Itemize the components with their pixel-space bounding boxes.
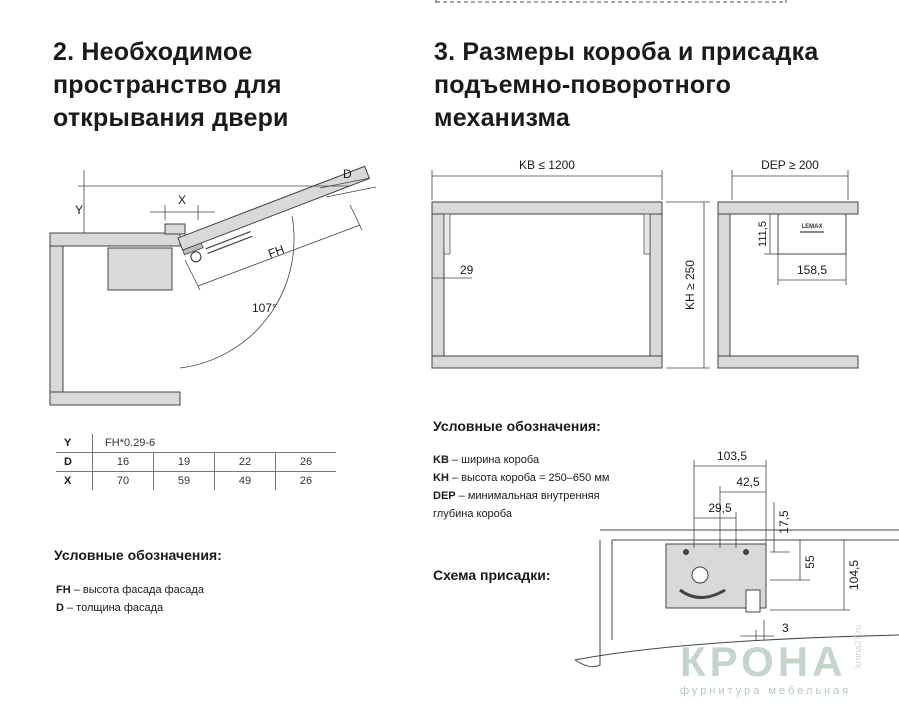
top-dashed-frame [0, 0, 899, 10]
drilling-title: Схема присадки: [433, 567, 551, 583]
opening-space-diagram [0, 150, 420, 420]
label-x: X [178, 193, 187, 207]
legend-fh-abbr: FH [56, 584, 71, 596]
legend-kh-abbr: KH [433, 472, 449, 484]
label-29-5: 29,5 [708, 501, 732, 515]
label-kh: KH ≥ 250 [683, 260, 697, 310]
cabinet-side-view [50, 224, 185, 405]
row-d-cell: 19 [154, 453, 215, 472]
dimension-kb [432, 170, 662, 200]
label-angle: 107° [252, 301, 277, 315]
legend-left-d [56, 599, 163, 618]
legend-fh-text: – высота фасада фасада [70, 584, 204, 596]
section2-title-line3: открывания двери [53, 104, 289, 132]
legend-left-fh [56, 581, 204, 600]
label-104-5: 104,5 [847, 559, 861, 591]
krona-logo [680, 640, 851, 698]
label-dep: DEP ≥ 200 [761, 158, 819, 172]
row-y-label: Y [64, 437, 72, 449]
label-y: Y [75, 203, 84, 217]
legend-left-title: Условные обозначения: [54, 547, 222, 563]
legend-d-abbr: D [56, 602, 64, 614]
row-d-cell: 16 [93, 453, 154, 472]
row-d-label: D [56, 453, 93, 472]
legend-right-kb [433, 451, 539, 470]
label-17-5: 17,5 [777, 510, 791, 534]
section2-title-line2: пространство для [53, 71, 282, 99]
logo-side-text: krona27.ru [853, 624, 863, 668]
box-side-view [718, 202, 858, 368]
legend-kh-text: – высота короба = 250–650 мм [448, 472, 610, 484]
dimension-table [56, 434, 336, 490]
legend-right-dep-cont: глубина короба [433, 508, 512, 520]
label-42-5: 42,5 [736, 475, 760, 489]
section3-title-line1: 3. Размеры короба и присадка [434, 38, 819, 66]
cabinet-outline [575, 540, 600, 667]
label-kb: KB ≤ 1200 [519, 158, 575, 172]
dimension-dep [732, 170, 848, 200]
table-row [56, 434, 336, 453]
logo-tagline: фурнитура мебельная [680, 685, 852, 697]
legend-kb-abbr: KB [433, 454, 449, 466]
brand-label: LEMAX [801, 224, 823, 230]
section3-title-line2: подъемно-поворотного [434, 71, 732, 99]
row-d-cell: 22 [215, 453, 276, 472]
label-55: 55 [803, 555, 817, 569]
section2-heading [53, 36, 289, 135]
label-d: D [343, 167, 352, 181]
legend-kb-text: – ширина короба [448, 454, 540, 466]
legend-right-title: Условные обозначения: [433, 418, 601, 434]
row-x-cell: 26 [276, 472, 337, 491]
label-103-5: 103,5 [716, 449, 748, 463]
row-x-cell: 49 [215, 472, 276, 491]
box-dimensions-diagram [420, 150, 899, 380]
box-front-view [432, 202, 662, 368]
label-fh: FH [266, 242, 287, 261]
label-3: 3 [782, 621, 789, 635]
row-y-formula: FH*0.29-6 [93, 434, 337, 453]
dimension-x [150, 205, 215, 220]
logo-name: КРОНА [680, 638, 847, 685]
section2-title-line1: 2. Необходимое [53, 38, 253, 66]
brand-bar [800, 231, 824, 233]
section3-heading [434, 36, 818, 135]
row-x-label: X [56, 472, 93, 491]
section3-title-line3: механизма [434, 104, 571, 132]
table-row [56, 453, 336, 472]
row-x-cell: 70 [93, 472, 154, 491]
row-x-cell: 59 [154, 472, 215, 491]
legend-dep-text: – минимальная внутренняя [455, 490, 600, 502]
legend-d-text: – толщина фасада [63, 602, 164, 614]
row-d-cell: 26 [276, 453, 337, 472]
table-row [56, 472, 336, 491]
legend-dep-abbr: DEP [433, 490, 456, 502]
label-158-5: 158,5 [796, 263, 828, 277]
label-111-5: 111,5 [757, 221, 769, 247]
mechanism-body [666, 544, 766, 612]
label-29: 29 [460, 263, 474, 277]
